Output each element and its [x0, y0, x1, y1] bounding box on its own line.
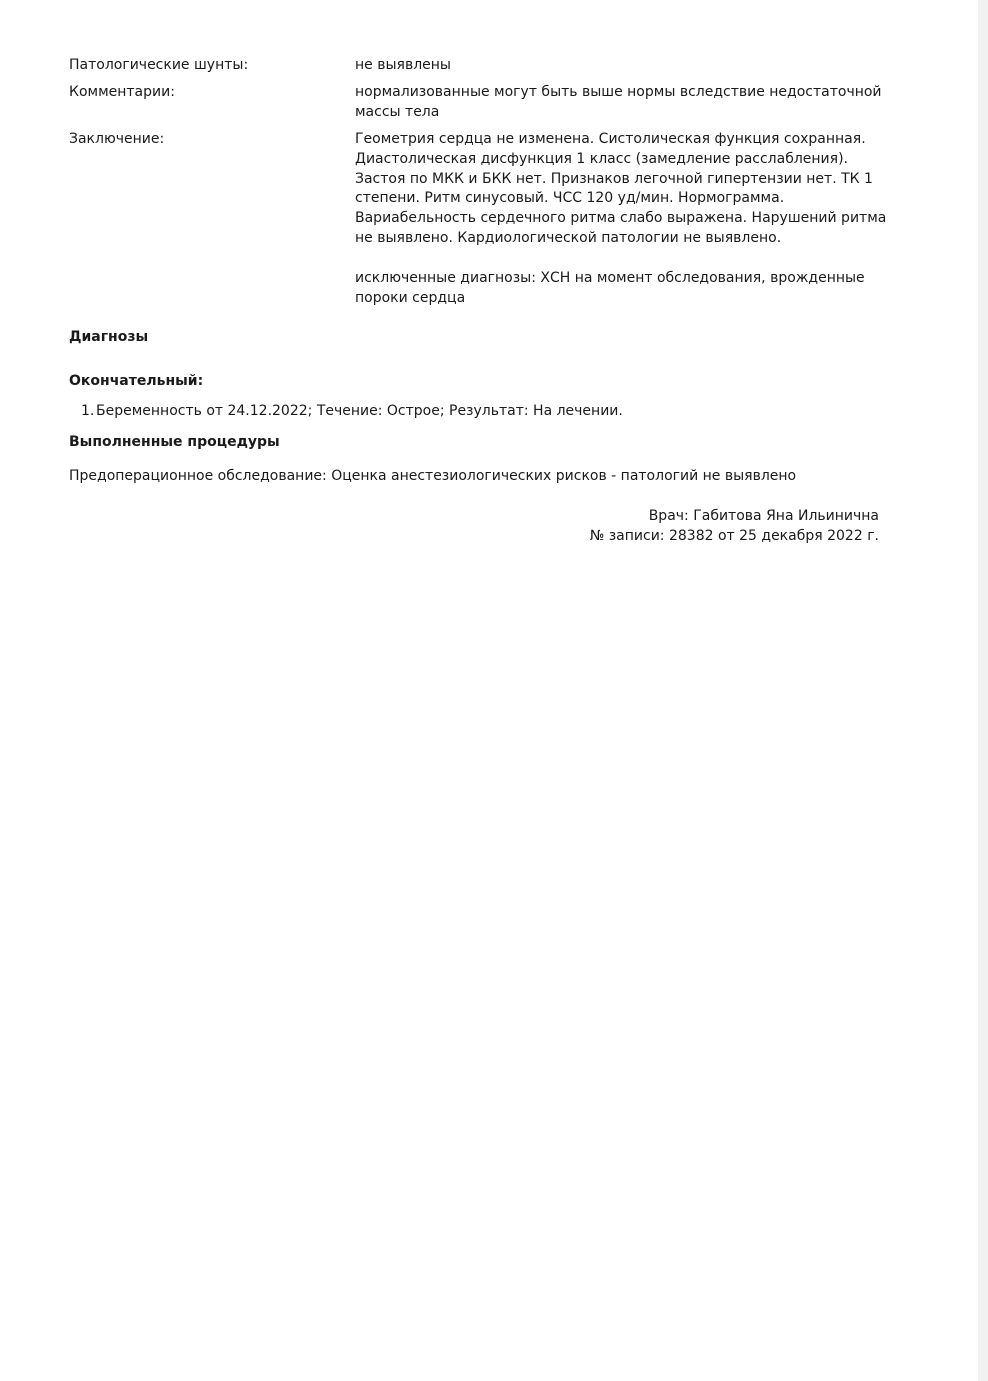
- field-value-paragraph: исключенные диагнозы: ХСН на момент обследования, врожденные пороки сердца: [355, 269, 865, 306]
- diagnosis-list: [81, 402, 623, 421]
- field-value: [355, 130, 899, 308]
- field-label: Патологические шунты:: [69, 57, 249, 73]
- diagnosis-number: 1.: [81, 403, 95, 419]
- diagnosis-text: Беременность от 24.12.2022; Течение: Острое; Результат: На лечении.: [96, 403, 623, 419]
- signature-block: [590, 507, 879, 546]
- diagnosis-item: [81, 402, 623, 421]
- field-label: Комментарии:: [69, 84, 175, 100]
- procedures-text: Предоперационное обследование: Оценка анестезиологических рисков - патологий не выявлено: [69, 468, 797, 484]
- field-value: [355, 83, 899, 123]
- field-label: Заключение:: [69, 131, 165, 147]
- record-number: № записи: 28382 от 25 декабря 2022 г.: [589, 527, 879, 544]
- final-diagnosis-heading: Окончательный:: [69, 373, 204, 389]
- field-value: [355, 56, 899, 76]
- diagnoses-heading: Диагнозы: [69, 329, 149, 345]
- doctor-name: Врач: Габитова Яна Ильинична: [648, 508, 879, 524]
- field-value-paragraph: нормализованные могут быть выше нормы вследствие недостаточной массы тела: [355, 84, 882, 120]
- field-value-paragraph: не выявлены: [355, 57, 451, 73]
- procedures-heading: Выполненные процедуры: [69, 434, 280, 450]
- field-value-paragraph: Геометрия сердца не изменена. Систолическая функция сохранная. Диастолическая дисфункция 1 класс (замедление расслабления). Застоя по МКК и БКК нет. Признаков легочной гипертензии нет. ТК 1 степени. Ритм синусовый. ЧСС 120 уд/мин. Нормограмма. Вариабельность сердечного ритма слабо выражена. Нарушений ритма не выявлено. Кардиологической патологии не выявлено.: [355, 131, 887, 246]
